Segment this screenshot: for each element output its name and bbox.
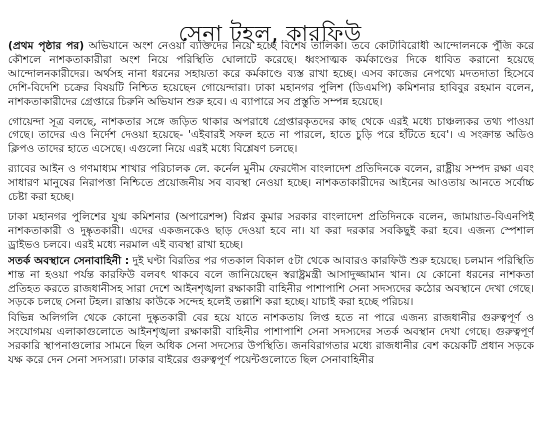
article-paragraph [8,255,534,311]
article-body [8,40,534,440]
paragraph-text: ঢাকা মহানগর পুলিশের যুগ্ম কমিশনার (অপারেশন্স) বিপ্লব কুমার সরকার বাংলাদেশ প্রতিদিনকে বলেন, জামায়াত-বিএনপিই নাশকতাকারী ও দুষ্কৃতকারী। এদের একজনকেও ছাড় দেওয়া হবে না। যা করা দরকার সবকিছুই করা হবে। এজন্য স্পেশাল ড্রাইভও চলবে। এরই মধ্যে নরমাল এই ব্যবস্থা রাখা হচ্ছে। [8,210,534,251]
article-paragraph [8,211,534,253]
article-paragraph [8,163,534,205]
paragraph-text: বিভিন্ন অলিগলি থেকে কোনো দুষ্কৃতকারী বের হয়ে যাতে নাশকতায় লিপ্ত হতে না পারে এজন্য রাজধানীর গুরুত্বপূর্ণ ও সংযোগময় এলাকাগুলোতে আইনশৃঙ্খলা রক্ষাকারী বাহিনীর পাশাপাশি সেনা সদস্যদের সতর্ক অবস্থান দেখা গেছে। গুরুত্বপূর্ণ সরকারি স্থাপনাগুলোর সামনে ছিল অধিক সেনা সদস্যের উপস্থিতি। জনবিরাগতার মধ্যে রাজধানীর বেশ কয়েকটি প্রধান সড়কে যক্ষ করে দেন সেনা সদস্যরা। ঢাকার বাইরের গুরুত্বপূর্ণ পয়েন্টগুলোতে ছিল সেনাবাহিনীর [8,312,534,367]
paragraph-text: র‌্যাবের আইন ও গণমাধ্যম শাখার পরিচালক লে. কর্নেল মুনীম ফেরদৌস বাংলাদেশ প্রতিদিনকে বলেন, রাষ্ট্রীয় সম্পদ রক্ষা এবং সাধারণ মানুষের নিরাপত্তা নিশ্চিতে প্রয়োজনীয় সব ব্যবস্থা নেওয়া হচ্ছে। নাশকতাকারীদের আইনের আওতায় আনতে সর্বোচ্চ চেষ্টা করা হচ্ছে। [8,163,534,204]
article-paragraph [8,40,534,110]
subheading: সতর্ক অবস্থানে সেনাবাহিনী : [8,254,130,267]
paragraph-text: অভিযানে অংশ নেওয়া ব্যক্তিদের নিয়ে হচ্ছে বিশেষ তালিকা। তবে কোটাবিরোধী আন্দোলনকে পুঁজি করে কৌশলে নাশকতাকারীরা অংশ নিয়ে পরিস্থিতি ঘোলাটে করেছে। ধ্বংসাত্মক কর্মকাণ্ডের দিকে ধাবিত করানো হয়েছে আন্দোলনকারীদের। অর্থসহ নানা ধরনের সহায়তা করে কর্মকাণ্ডে ব্যস্ত রাখা হচ্ছে। এসব কাজের নেপথ্যে মদতদাতা হিসেবে দেশি-বিদেশি চক্রের বিষয়টি নিশ্চিত হয়েছেন গোয়েন্দারা। ঢাকা মহানগর পুলিশ (ডিএমপি) কমিশনার হাবিবুর রহমান বলেন, নাশকতাকারীদের গ্রেপ্তারে চিরুনি অভিযান শুরু হবে। এ ব্যাপারে সব প্রস্তুতি সম্পন্ন হয়েছে। [8,40,534,108]
paragraph-text: গোয়েন্দা সূত্র বলছে, নাশকতার সঙ্গে জড়িত থাকার অপরাধে গ্রেপ্তারকৃতদের কাছ থেকে এরই মধ্যে চাঞ্চল্যকর তথ্য পাওয়া গেছে। তাদের এও নির্দেশ দেওয়া হয়েছে- 'এইবারই সফল হতে না পারলে, হাতে চুড়ি পরে হাঁটতে হবে'। এ সংক্রান্ত অডিও ক্লিপও তাদের হাতে এসেছে। এগুলো নিয়ে এরই মধ্যে বিশ্লেষণ চলছে। [8,115,534,156]
article-paragraph [8,312,534,368]
article-paragraph [8,116,534,158]
continuation-tag: (প্রথম পৃষ্ঠার পর) [8,40,85,52]
paragraph-text: দুই ঘণ্টা বিরতির পর গতকাল বিকাল ৫টা থেকে আবারও কারফিউ শুরু হয়েছে। চলমান পরিস্থিতি শান্ত না হওয়া পর্যন্ত কারফিউ বলবৎ থাকবে বলে জানিয়েছেন স্বরাষ্ট্রমন্ত্রী আসাদুজ্জামান খান। যে কোনো ধরনের নাশকতা প্রতিহত করতে রাজধানীসহ সারা দেশে আইনশৃঙ্খলা রক্ষাকারী বাহিনীর পাশাপাশি সেনা সদস্যদের কঠোর অবস্থানে দেখা গেছে। সড়কে চলছে সেনা টহল। রাস্তায় কাউকে সন্দেহ হলেই তল্লাশি করা হচ্ছে। যাচাই করা হচ্ছে পরিচয়। [8,254,534,309]
article-headline: সেনা টহল, কারফিউ [178,21,362,47]
